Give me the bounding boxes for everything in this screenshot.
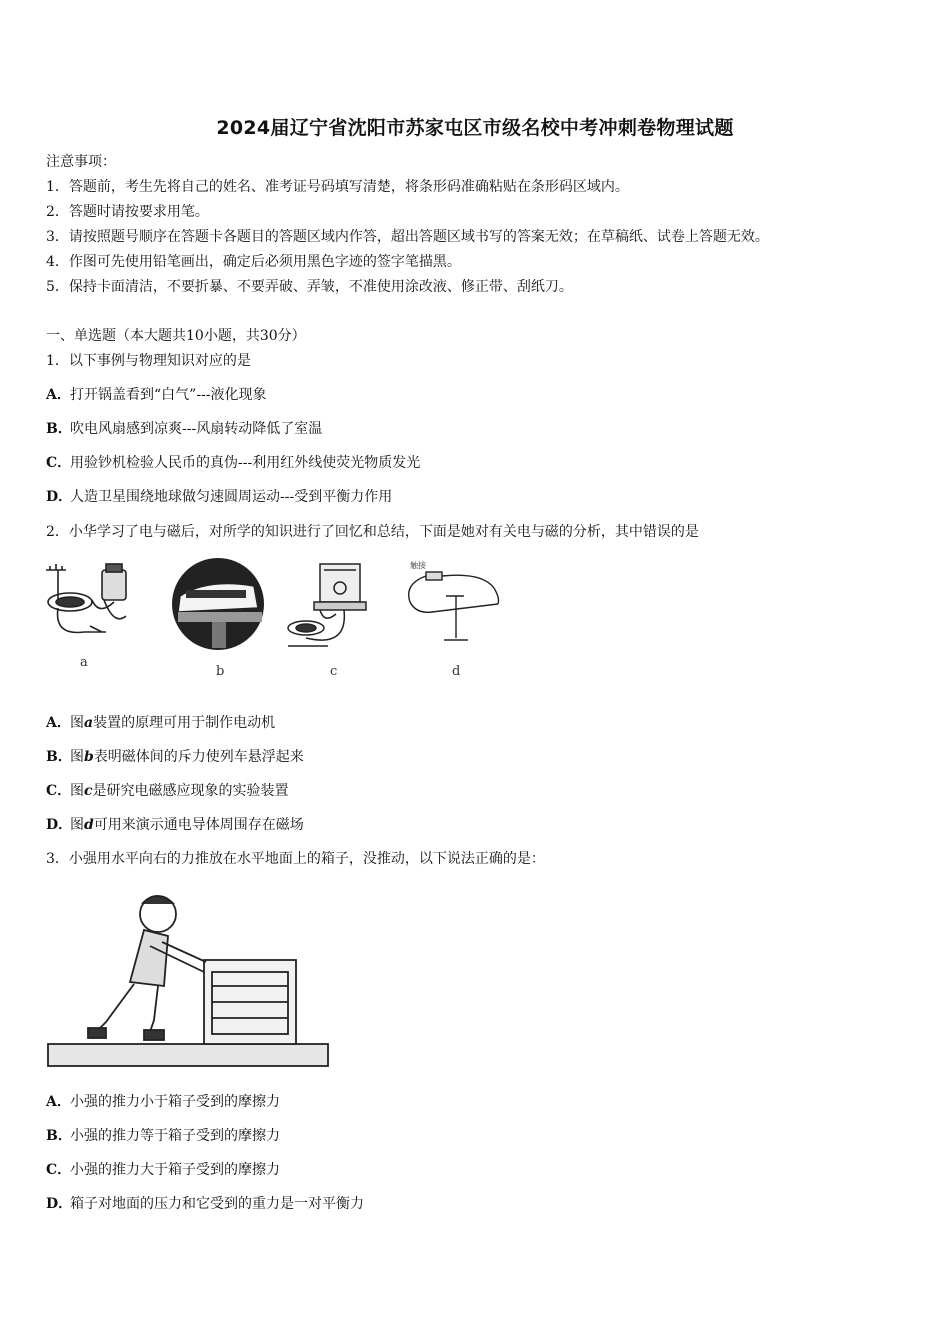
option-text: 箱子对地面的压力和它受到的重力是一对平衡力 [70, 1196, 364, 1212]
option-text: 是研究电磁感应现象的实验装置 [92, 783, 289, 799]
figure-label-a: a [80, 655, 88, 670]
option-letter: B． [46, 1128, 72, 1144]
option-text: 可用来演示通电导体周围存在磁场 [93, 817, 304, 833]
q3-option-c [46, 1161, 280, 1179]
question-2-stem: 2．小华学习了电与磁后，对所学的知识进行了回忆和总结，下面是她对有关电与磁的分析，其中错误的是 [46, 524, 699, 540]
option-letter: D． [46, 489, 73, 505]
option-prefix: 图 [70, 817, 84, 833]
notice-item: 1．答题前，考生先将自己的姓名、准考证号码填写清楚，将条形码准确粘贴在条形码区域内。 [46, 179, 629, 195]
option-letter: C． [46, 1162, 72, 1178]
q2-option-d [46, 816, 304, 834]
option-text: 小强的推力等于箱子受到的摩擦力 [70, 1128, 280, 1144]
figure-label-d: d [452, 664, 461, 679]
option-text: 小强的推力大于箱子受到的摩擦力 [70, 1162, 280, 1178]
option-letter: B． [46, 421, 72, 437]
q3-option-b [46, 1127, 280, 1145]
q1-option-a [46, 386, 267, 404]
option-text: 吹电风扇感到凉爽---风扇转动降低了室温 [70, 421, 323, 437]
notice-heading: 注意事项： [46, 154, 116, 170]
q1-option-b [46, 420, 322, 438]
section-heading: 一、单选题（本大题共10小题，共30分） [46, 328, 306, 344]
option-letter: B． [46, 749, 72, 765]
option-figure-var: c [84, 783, 93, 799]
q2-option-a [46, 714, 275, 732]
figure-boy-pushing-box [46, 886, 332, 1076]
option-text: 人造卫星围绕地球做匀速圆周运动---受到平衡力作用 [70, 489, 393, 505]
question-3-stem: 3．小强用水平向右的力推放在水平地面上的箱子，没推动，以下说法正确的是： [46, 851, 545, 867]
option-figure-var: a [84, 715, 94, 731]
notice-item: 3．请按照题号顺序在答题卡各题目的答题区域内作答，超出答题区域书写的答案无效；在草稿纸、试卷上答题无效。 [46, 229, 769, 245]
option-text: 装置的原理可用于制作电动机 [93, 715, 276, 731]
notice-item: 4．作图可先使用铅笔画出，确定后必须用黑色字迹的签字笔描黑。 [46, 254, 461, 270]
option-text: 表明磁体间的斥力使列车悬浮起来 [93, 749, 304, 765]
q1-option-d [46, 488, 392, 506]
option-prefix: 图 [70, 749, 84, 765]
figure-b-maglev-train [168, 556, 272, 656]
q2-option-b [46, 748, 304, 766]
option-letter: C． [46, 455, 72, 471]
option-letter: A． [46, 387, 71, 403]
figure-a-electromagnet [44, 556, 154, 646]
option-text: 小强的推力小于箱子受到的摩擦力 [70, 1094, 280, 1110]
option-text: 用验钞机检验人民币的真伪---利用红外线使荧光物质发光 [70, 455, 421, 471]
option-prefix: 图 [70, 783, 84, 799]
figure-c-galvanometer [284, 562, 376, 652]
figure-d-caption: 触接 [410, 561, 426, 570]
q1-option-c [46, 454, 420, 472]
figure-d-oersted-experiment [402, 562, 506, 652]
option-text: 打开锅盖看到“白气”---液化现象 [70, 387, 267, 403]
option-letter: A． [46, 715, 71, 731]
figure-label-c: c [330, 664, 338, 679]
q3-option-d [46, 1195, 364, 1213]
option-prefix: 图 [70, 715, 84, 731]
option-letter: C． [46, 783, 72, 799]
figure-label-b: b [216, 664, 225, 679]
option-letter: D． [46, 817, 73, 833]
page-title: 2024届辽宁省沈阳市苏家屯区市级名校中考冲刺卷物理试题 [216, 117, 734, 139]
q2-option-c [46, 782, 289, 800]
option-letter: D． [46, 1196, 73, 1212]
question-1-stem: 1．以下事例与物理知识对应的是 [46, 353, 251, 369]
q3-option-a [46, 1093, 280, 1111]
option-figure-var: d [84, 817, 94, 833]
notice-item: 2．答题时请按要求用笔。 [46, 204, 209, 220]
option-letter: A． [46, 1094, 71, 1110]
option-figure-var: b [84, 749, 94, 765]
notice-item: 5．保持卡面清洁，不要折暴、不要弄破、弄皱，不准使用涂改液、修正带、刮纸刀。 [46, 279, 573, 295]
